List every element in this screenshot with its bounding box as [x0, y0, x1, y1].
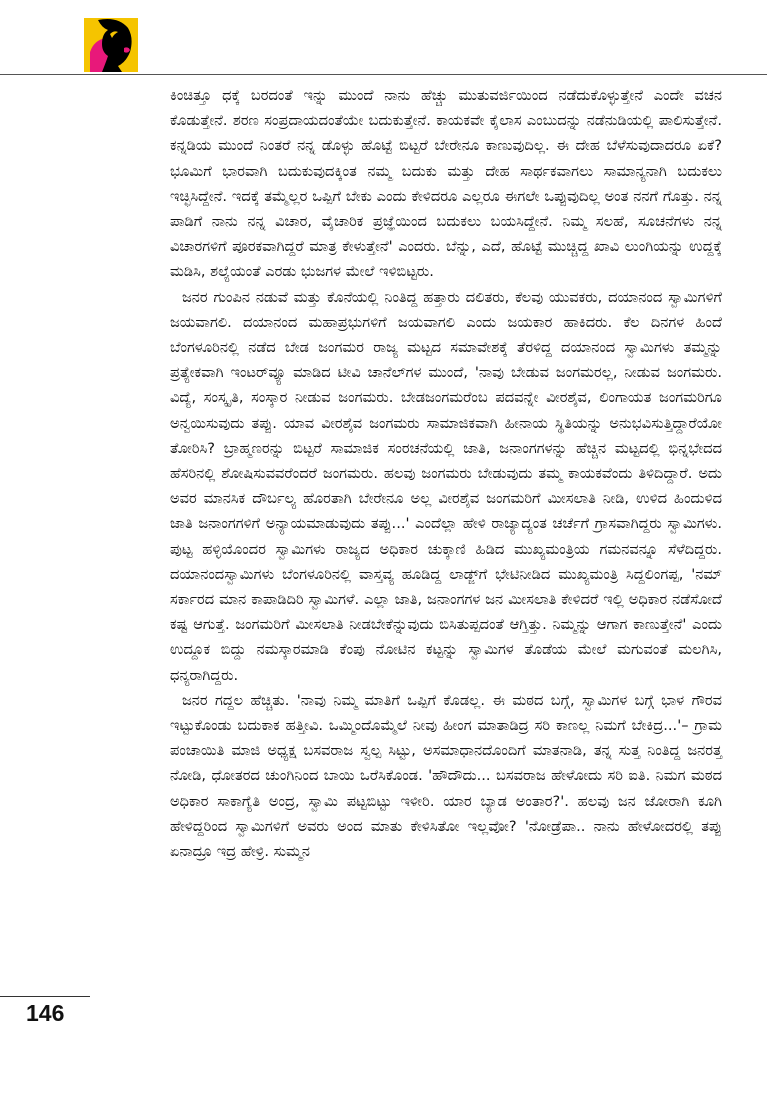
paragraph: ಜನರ ಗದ್ದಲ ಹೆಚ್ಚಿತು. 'ನಾವು ನಿಮ್ಮ ಮಾತಿಗೆ ಒಪ್ಪಿಗೆ ಕೊಡಲ್ಲ. ಈ ಮಠದ ಬಗ್ಗೆ, ಸ್ವಾಮಿಗಳ ಬಗ್ಗೆ ಭಾಳ ಗೌರವ ಇಟ್ಟುಕೊಂಡು ಬದುಕಾಕ ಹತ್ತೀವಿ. ಒಮ್ಮಿಂದೊಮ್ಮೆಲೆ ನೀವು ಹೀಂಗ ಮಾತಾಡಿದ್ರ ಸರಿ ಕಾಣಲ್ಲ ನಿಮಗೆ ಬೇಕಿದ್ರ...'– ಗ್ರಾಮ ಪಂಚಾಯಿತಿ ಮಾಜಿ ಅಧ್ಯಕ್ಷ ಬಸವರಾಜ ಸ್ವಲ್ಪ ಸಿಟ್ಟು, ಅಸಮಾಧಾನದೊಂದಿಗೆ ಮಾತನಾಡಿ, ತನ್ನ ಸುತ್ತ ನಿಂತಿದ್ದ ಜನರತ್ತ ನೋಡಿ, ಧೋತರದ ಚುಂಗಿನಿಂದ ಬಾಯಿ ಒರೆಸಿಕೊಂಡ. 'ಹೌದೌದು... ಬಸವರಾಜ ಹೇಳೋದು ಸರಿ ಐತಿ. ನಿಮಗ ಮಠದ ಅಧಿಕಾರ ಸಾಕಾಗ್ಯೆತಿ ಅಂದ್ರ, ಸ್ವಾಮಿ ಪಟ್ಟಬಿಟ್ಟು ಇಳೀರಿ. ಯಾರ ಬ್ಯಾಡ ಅಂತಾರ?'. ಹಲವು ಜನ ಜೋರಾಗಿ ಕೂಗಿ ಹೇಳಿದ್ದರಿಂದ ಸ್ವಾಮಿಗಳಿಗೆ ಅವರು ಅಂದ ಮಾತು ಕೇಳಿಸಿತೋ ಇಲ್ಲವೋ? 'ನೋಡ್ರೆಪಾ.. ನಾನು ಹೇಳೋದರಲ್ಲಿ ತಪ್ಪು ಏನಾದ್ರೂ ಇದ್ರ ಹೇಳ್ರಿ. ಸುಮ್ಮನ [170, 691, 722, 861]
header-divider [0, 74, 767, 75]
body-text [170, 83, 722, 864]
paragraph: ಜನರ ಗುಂಪಿನ ನಡುವೆ ಮತ್ತು ಕೊನೆಯಲ್ಲಿ ನಿಂತಿದ್ದ ಹತ್ತಾರು ದಲಿತರು, ಕೆಲವು ಯುವಕರು, ದಯಾನಂದ ಸ್ವಾಮಿಗಳಿಗೆ ಜಯವಾಗಲಿ. ದಯಾನಂದ ಮಹಾಪ್ರಭುಗಳಿಗೆ ಜಯವಾಗಲಿ ಎಂದು ಜಯಕಾರ ಹಾಕಿದರು. ಕೆಲ ದಿನಗಳ ಹಿಂದೆ ಬೆಂಗಳೂರಿನಲ್ಲಿ ನಡೆದ ಬೇಡ ಜಂಗಮರ ರಾಜ್ಯ ಮಟ್ಟದ ಸಮಾವೇಶಕ್ಕೆ ತೆರಳಿದ್ದ ದಯಾನಂದ ಸ್ವಾಮಿಗಳು ತಮ್ಮನ್ನು ಪ್ರತ್ಯೇಕವಾಗಿ ಇಂಟರ್‌ವ್ಯೂ ಮಾಡಿದ ಟೀವಿ ಚಾನೆಲ್‌ಗಳ ಮುಂದೆ, 'ನಾವು ಬೇಡುವ ಜಂಗಮರಲ್ಲ, ನೀಡುವ ಜಂಗಮರು. ವಿದ್ಯೆ, ಸಂಸ್ಕೃತಿ, ಸಂಸ್ಕಾರ ನೀಡುವ ಜಂಗಮರು. ಬೇಡಜಂಗಮರೆಂಬ ಪದವನ್ನೇ ವೀರಶೈವ, ಲಿಂಗಾಯತ ಜಂಗಮರಿಗೂ ಅನ್ವಯಿಸುವುದು ತಪ್ಪು. ಯಾವ ವೀರಶೈವ ಜಂಗಮರು ಸಾಮಾಜಿಕವಾಗಿ ಹೀನಾಯ ಸ್ಥಿತಿಯನ್ನು ಅನುಭವಿಸುತ್ತಿದ್ದಾರೆಯೋ ತೋರಿಸಿ? ಬ್ರಾಹ್ಮಣರನ್ನು ಬಿಟ್ಟರೆ ಸಾಮಾಜಿಕ ಸಂರಚನೆಯಲ್ಲಿ ಜಾತಿ, ಜನಾಂಗಗಳನ್ನು ಹೆಚ್ಚಿನ ಮಟ್ಟದಲ್ಲಿ ಭಿನ್ನಭೇದದ ಹೆಸರಿನಲ್ಲಿ ಶೋಷಿಸುವವರೆಂದರೆ ಜಂಗಮರು. ಹಲವು ಜಂಗಮರು ಬೇಡುವುದು ತಮ್ಮ ಕಾಯಕವೆಂದು ತಿಳಿದಿದ್ದಾರೆ. ಅದು ಅವರ ಮಾನಸಿಕ ದೌರ್ಬಲ್ಯ ಹೊರತಾಗಿ ಬೇರೇನೂ ಅಲ್ಲ ವೀರಶೈವ ಜಂಗಮರಿಗೆ ಮೀಸಲಾತಿ ನೀಡಿ, ಉಳಿದ ಹಿಂದುಳಿದ ಜಾತಿ ಜನಾಂಗಗಳಿಗೆ ಅನ್ಯಾಯಮಾಡುವುದು ತಪ್ಪು...' ಎಂದೆಲ್ಲಾ ಹೇಳಿ ರಾಜ್ಯಾದ್ಯಂತ ಚರ್ಚೆಗೆ ಗ್ರಾಸವಾಗಿದ್ದರು ಸ್ವಾಮಿಗಳು. ಪುಟ್ಟ ಹಳ್ಳಿಯೊಂದರ ಸ್ವಾಮಿಗಳು ರಾಜ್ಯದ ಅಧಿಕಾರ ಚುಕ್ಕಾಣಿ ಹಿಡಿದ ಮುಖ್ಯಮಂತ್ರಿಯ ಗಮನವನ್ನೂ ಸೆಳೆದಿದ್ದರು. ದಯಾನಂದಸ್ವಾಮಿಗಳು ಬೆಂಗಳೂರಿನಲ್ಲಿ ವಾಸ್ತವ್ಯ ಹೂಡಿದ್ದ ಲಾಡ್ಜ್‌ಗೆ ಭೇಟಿನೀಡಿದ ಮುಖ್ಯಮಂತ್ರಿ ಸಿದ್ದಲಿಂಗಪ್ಪ, 'ನಮ್ ಸರ್ಕಾರದ ಮಾನ ಕಾಪಾಡಿದಿರಿ ಸ್ವಾಮಿಗಳೆ. ಎಲ್ಲಾ ಜಾತಿ, ಜನಾಂಗಗಳ ಜನ ಮೀಸಲಾತಿ ಕೇಳಿದರೆ ಇಲ್ಲಿ ಅಧಿಕಾರ ನಡೆಸೋದೆ ಕಷ್ಟ ಆಗುತ್ತೆ. ಜಂಗಮರಿಗೆ ಮೀಸಲಾತಿ ನೀಡಬೇಕೆನ್ನುವುದು ಬಿಸಿತುಪ್ಪದಂತೆ ಆಗ್ತಿತ್ತು. ನಿಮ್ಮನ್ನು ಆಗಾಗ ಕಾಣುತ್ತೇನೆ' ಎಂದು ಉದ್ದೂಕ ಬಿದ್ದು ನಮಸ್ಕಾರಮಾಡಿ ಕೆಂಪು ನೋಟಿನ ಕಟ್ಟನ್ನು ಸ್ವಾಮಿಗಳ ತೊಡೆಯ ಮೇಲೆ ಮಗುವಂತೆ ಮಲಗಿಸಿ, ಧನ್ಯರಾಗಿದ್ದರು. [170, 288, 723, 684]
woman-silhouette-logo-icon [84, 18, 138, 72]
footer-divider [0, 996, 90, 997]
paragraph: ಕಿಂಚಿತ್ತೂ ಧಕ್ಕೆ ಬರದಂತೆ ಇನ್ನು ಮುಂದೆ ನಾನು ಹೆಚ್ಚು ಮುತುವರ್ಜಿಯಿಂದ ನಡೆದುಕೊಳ್ಳುತ್ತೇನೆ ಎಂದೇ ವಚನ ಕೊಡುತ್ತೇನೆ. ಶರಣ ಸಂಪ್ರದಾಯದಂತೆಯೇ ಬದುಕುತ್ತೇನೆ. ಕಾಯಕವೇ ಕೈಲಾಸ ಎಂಬುದನ್ನು ನಡೆನುಡಿಯಲ್ಲಿ ಪಾಲಿಸುತ್ತೇನೆ. ಕನ್ನಡಿಯ ಮುಂದೆ ನಿಂತರೆ ನನ್ನ ಡೊಳ್ಳು ಹೊಟ್ಟೆ ಬಿಟ್ಟರೆ ಬೇರೇನೂ ಕಾಣುವುದಿಲ್ಲ. ಈ ದೇಹ ಬೆಳೆಸುವುದಾದರೂ ಏಕೆ? ಭೂಮಿಗೆ ಭಾರವಾಗಿ ಬದುಕುವುದಕ್ಕಿಂತ ನಮ್ಮ ಬದುಕು ಮತ್ತು ದೇಹ ಸಾರ್ಥಕವಾಗಲು ಸಾಮಾನ್ಯನಾಗಿ ಬದುಕಲು ಇಚ್ಛಿಸಿದ್ದೇನೆ. ಇದಕ್ಕೆ ತಮ್ಮೆಲ್ಲರ ಒಪ್ಪಿಗೆ ಬೇಕು ಎಂದು ಕೇಳಿದರೂ ಎಲ್ಲರೂ ಈಗಲೇ ಒಪ್ಪುವುದಿಲ್ಲ ಅಂತ ನನಗೆ ಗೊತ್ತು. ನನ್ನ ಪಾಡಿಗೆ ನಾನು ನನ್ನ ವಿಚಾರ, ವೈಚಾರಿಕ ಪ್ರಜ್ಞೆಯಿಂದ ಬದುಕಲು ಬಯಸಿದ್ದೇನೆ. ನಿಮ್ಮ ಸಲಹೆ, ಸೂಚನೆಗಳು ನನ್ನ ವಿಚಾರಗಳಿಗೆ ಪೂರಕವಾಗಿದ್ದರೆ ಮಾತ್ರ ಕೇಳುತ್ತೇನೆ' ಎಂದರು. ಬೆನ್ನು, ಎದೆ, ಹೊಟ್ಟೆ ಮುಚ್ಚಿದ್ದ ಖಾವಿ ಲುಂಗಿಯನ್ನು ಉದ್ದಕ್ಕೆ ಮಡಿಸಿ, ಶಲ್ಯೆಯಂತೆ ಎರಡು ಭುಜಗಳ ಮೇಲೆ ಇಳಿಬಿಟ್ಟರು. [170, 87, 722, 281]
page-number: 146 [26, 1000, 65, 1026]
